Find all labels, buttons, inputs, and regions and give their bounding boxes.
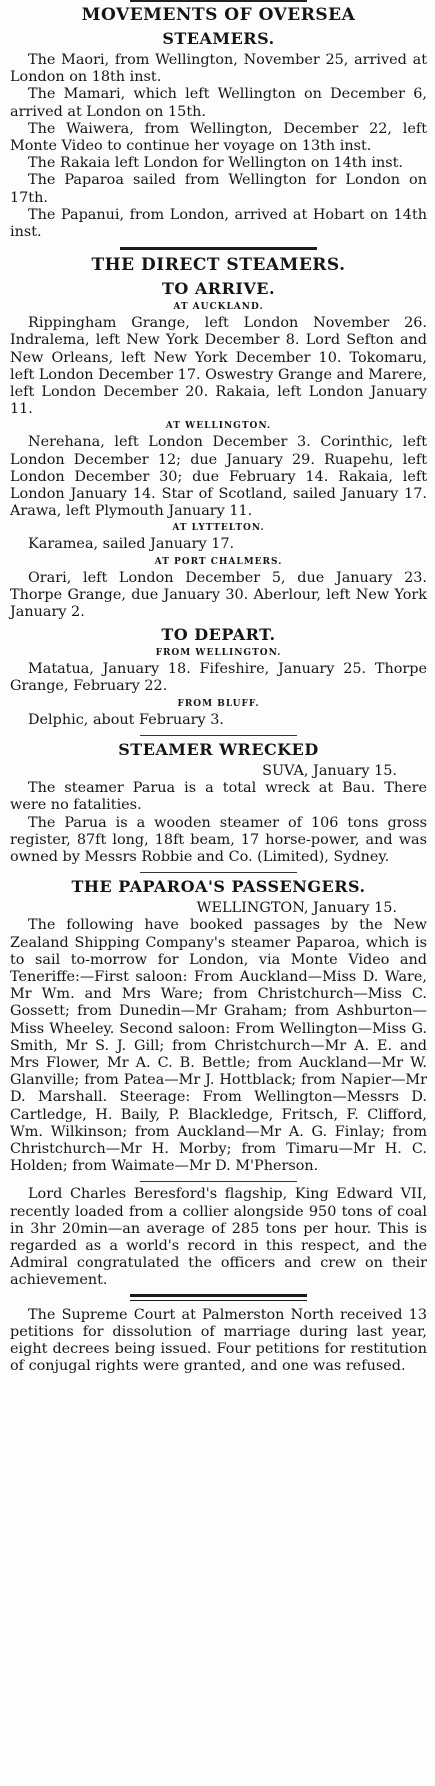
place-label-from-bluff: FROM BLUFF. [177,698,260,709]
depart-heading: TO DEPART. [161,625,276,645]
section-divider [140,872,297,873]
direct-steamers-section [10,256,427,621]
wrecked-heading: STEAMER WRECKED [118,739,319,759]
auckland-arrivals: Rippingham Grange, left London November 26. Indralema, left New York December 8. Lord Sefton and New Orleans, left New York December 10. Tokomaru, left London December 17. Oswestry Grange and Marere, left London December 20. Rakaia, left London January 11. [10,315,427,418]
double-divider [130,1294,307,1301]
oversea-paragraph: The Papanui, from London, arrived at Hobart on 14th inst. [10,206,427,241]
wrecked-paragraph: The steamer Parua is a total wreck at Bau. There were no fatalities. [10,780,427,814]
passengers-dateline: WELLINGTON, January 15. [196,900,397,917]
wrecked-paragraph: The Parua is a wooden steamer of 106 tons gross register, 87ft long, 18ft beam, 17 horse-power, and was owned by Messrs Robbie and Co. (Limited), Sydney. [10,814,427,865]
oversea-steamers-section [10,6,427,241]
section-divider [120,247,317,250]
oversea-paragraph: The Rakaia left London for Wellington on 14th inst. [28,155,403,172]
passengers-paragraph: The following have booked passages by the New Zealand Shipping Company's steamer Paparoa, which is to sail to-morrow for London, via Monte Video and Teneriffe:—First saloon: From Auckland—Miss D. Ware, Mr Wm. and Mrs Ware; from Christchurch—Miss C. Gossett; from Dunedin—Mr Graham; from Ashburton—Miss Wheeley. Second saloon: From Wellington—Miss G. Smith, Mr S. J. Gill; from Christchurch—Mr A. E. and Mrs Flower, Mr A. C. B. Bettle; from Auckland—Mr W. Glanville; from Patea—Mr J. Hottblack; from Napier—Mr D. Marshall. Steerage: From Wellington—Messrs D. Cartledge, H. Baily, P. Blackledge, Fritsch, F. Clifford, Wm. Wilkinson; from Auckland—Mr A. G. Finlay; from Christchurch—Mr H. Morby; from Timaru—Mr H. C. Holden; from Waimate—Mr D. M'Pherson. [10,917,427,1175]
oversea-paragraph: The Maori, from Wellington, November 25, arrived at London on 18th inst. [10,52,427,86]
place-label-auckland: AT AUCKLAND. [173,302,264,313]
supreme-court-paragraph: The Supreme Court at Palmerston North received 13 petitions for dissolution of marriage during last year, eight decrees being issued. Four petitions for restitution of conjugal rights were granted, and one was refused. [10,1306,427,1375]
bluff-departures: Delphic, about February 3. [28,711,224,728]
direct-heading: THE DIRECT STEAMERS. [91,255,346,276]
port-chalmers-arrivals: Orari, left London December 5, due January 23. Thorpe Grange, due January 30. Aberlour, left New York January 2. [10,569,427,621]
oversea-paragraph: The Paparoa sailed from Wellington for London on 17th. [10,172,427,206]
passengers-heading: THE PAPAROA'S PASSENGERS. [71,877,366,897]
steamer-wrecked-section [10,740,427,866]
to-depart-section [10,625,427,729]
top-rule [130,0,307,2]
section-divider [140,735,297,736]
oversea-paragraph: The Mamari, which left Wellington on December 6, arrived at London on 15th. [10,86,427,120]
place-label-wellington: AT WELLINGTON. [165,421,272,432]
oversea-paragraph: The Waiwera, from Wellington, December 22, left Monte Video to continue her voyage on 13th inst. [10,120,427,155]
place-label-from-wellington: FROM WELLINGTON. [155,648,282,659]
beresford-paragraph: Lord Charles Beresford's flagship, King Edward VII, recently loaded from a collier alongside 950 tons of coal in 3hr 20min—an average of 285 tons per hour. This is regarded as a world's record in this respect, and the Admiral congratulated the officers and crew on their achievement. [10,1186,427,1289]
supreme-court-section [10,1307,427,1376]
wrecked-dateline: SUVA, January 15. [262,762,397,779]
place-label-lyttelton: AT LYTTELTON. [172,523,265,534]
wellington-arrivals: Nerehana, left London December 3. Corinthic, left London December 12; due January 29. Ruapehu, left London December 30; due February 14. Rakaia, left London January 14. Star of Scotland, sailed January 17. Arawa, left Plymouth January 11. [10,434,427,520]
lyttelton-arrivals: Karamea, sailed January 17. [28,536,235,553]
beresford-section [10,1186,427,1289]
place-label-port-chalmers: AT PORT CHALMERS. [154,556,283,567]
section-divider [140,1181,297,1182]
oversea-heading: MOVEMENTS OF OVERSEA [81,5,356,25]
oversea-subheading: STEAMERS. [162,29,275,48]
wellington-departures: Matatua, January 18. Fifeshire, January 25. Thorpe Grange, February 22. [10,661,427,695]
paparoa-passengers-section [10,877,427,1175]
direct-subheading: TO ARRIVE. [161,279,276,299]
